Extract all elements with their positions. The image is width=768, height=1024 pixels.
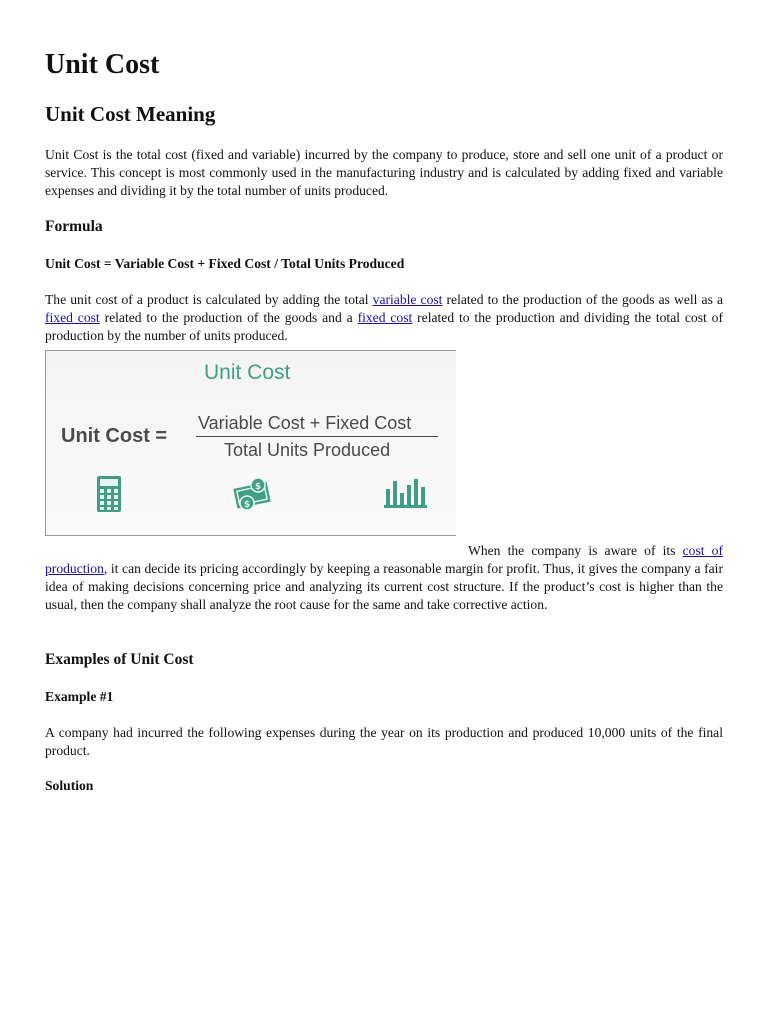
money-icon — [233, 475, 273, 513]
cost-of-production-link[interactable]: cost of production — [45, 543, 723, 576]
aware-text-1: When the company is aware of its — [468, 543, 683, 558]
svg-text:$: $ — [243, 500, 251, 510]
bar-chart-icon — [383, 475, 429, 509]
aware-text-2: , it can decide its pricing accordingly by keeping a reasonable margin for profit. Thus, it gives the company a fair idea of making decisions concerning price and analyzing its current cost structure. If the product’s cost is higher than the usual, then the company shall analyze the root cause for the same and take corrective action. — [45, 561, 723, 612]
figure-fraction-bar — [196, 436, 438, 437]
explain-text-4: related to the production and dividing the total cost of production by the number of units produced. — [45, 310, 723, 343]
example1-heading: Example #1 — [45, 689, 114, 704]
figure-numerator: Variable Cost + Fixed Cost — [198, 413, 412, 433]
explain-text-1: The unit cost of a product is calculated by adding the total — [45, 292, 373, 307]
fixed-cost-link-2[interactable]: fixed cost — [357, 310, 413, 325]
formula-text: Unit Cost = Variable Cost + Fixed Cost / Total Units Produced — [45, 256, 405, 271]
explain-text-3: related to the production of the goods and a — [99, 310, 358, 325]
examples-heading: Examples of Unit Cost — [45, 651, 194, 668]
figure-lhs: Unit Cost = — [61, 425, 168, 447]
section-heading-meaning: Unit Cost Meaning — [45, 102, 216, 126]
solution-heading: Solution — [45, 778, 94, 793]
aware-paragraph — [45, 542, 723, 614]
explain-text-2: related to the production of the goods as well as a — [442, 292, 723, 307]
figure-denominator: Total Units Produced — [224, 440, 391, 460]
fixed-cost-link-1[interactable]: fixed cost — [45, 310, 100, 325]
intro-paragraph: Unit Cost is the total cost (fixed and variable) incurred by the company to produce, store and sell one unit of a product or service. This concept is most commonly used in the manufacturing industry and is calculated by adding fixed and variable expenses and dividing it by the total number of units produced. — [45, 147, 723, 198]
page-title: Unit Cost — [45, 49, 160, 80]
figure-title: Unit Cost — [204, 361, 291, 384]
example1-paragraph: A company had incurred the following expenses during the year on its production and produced 10,000 units of the final product. — [45, 725, 723, 758]
variable-cost-link[interactable]: variable cost — [372, 292, 443, 307]
formula-heading: Formula — [45, 218, 103, 235]
svg-text:$: $ — [254, 482, 262, 492]
unit-cost-formula-figure — [45, 350, 456, 536]
explain-paragraph — [45, 291, 723, 345]
calculator-icon — [96, 475, 122, 513]
